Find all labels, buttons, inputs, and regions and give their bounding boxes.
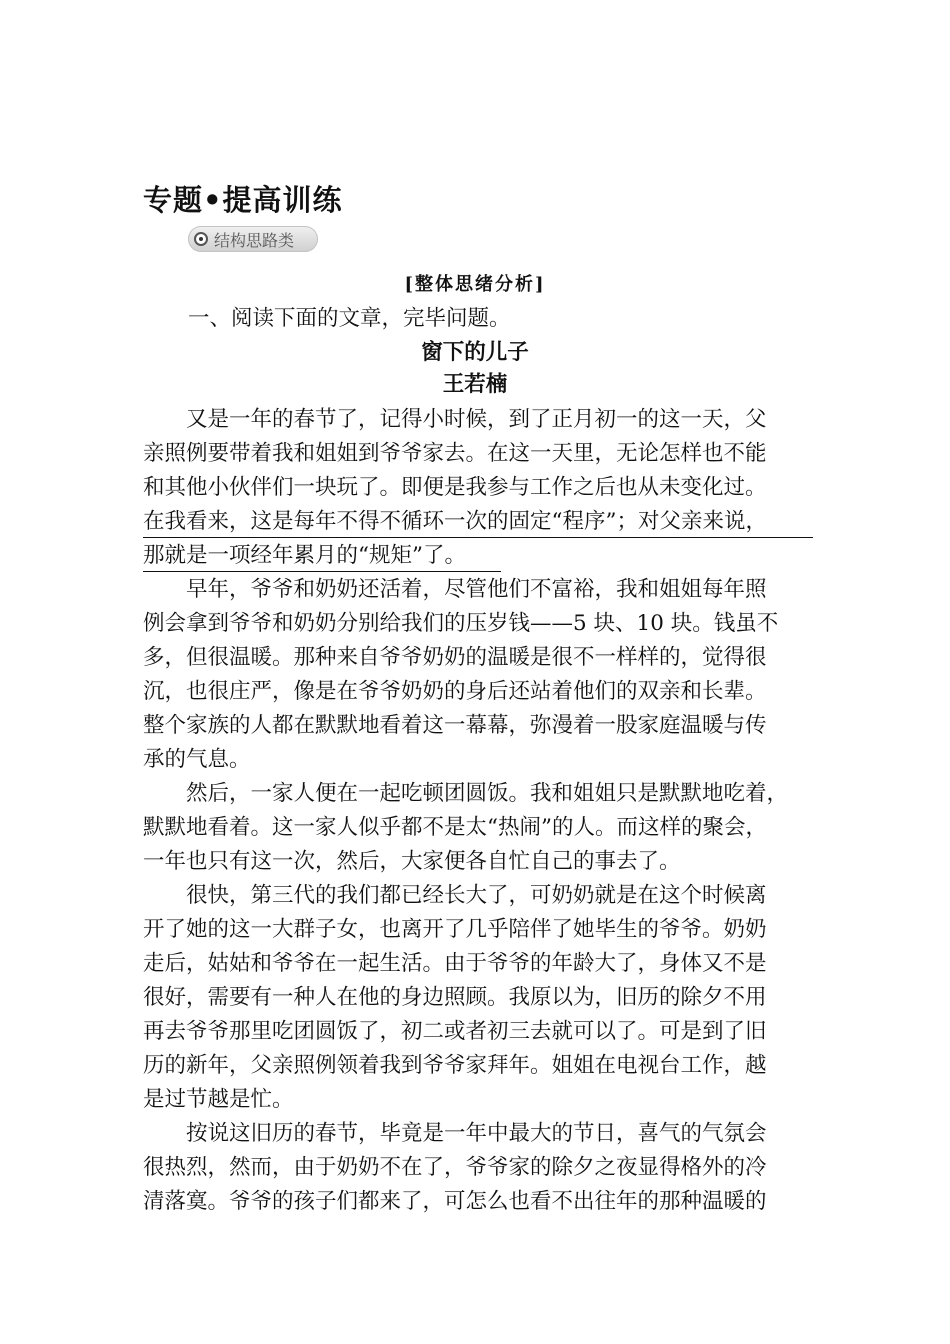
text-line: 是过节越是忙。 — [143, 1087, 294, 1112]
text-line: 默默地看着。这一家人似乎都不是太“热闹”的人。而这样的聚会， — [143, 815, 767, 840]
article-author: 王若楠 — [442, 372, 508, 397]
bullet-icon — [194, 232, 208, 246]
text-line: 历的新年，父亲照例领着我到爷爷家拜年。姐姐在电视台工作，越 — [143, 1053, 767, 1078]
text-line: 再去爷爷那里吃团圆饭了，初二或者初三去就可以了。可是到了旧 — [143, 1019, 767, 1044]
page-title: 专题•提高训练 — [143, 183, 343, 217]
text-line: 整个家族的人都在默默地看着这一幕幕，弥漫着一股家庭温暖与传 — [143, 713, 767, 738]
question-instruction: 一、阅读下面的文章，完毕问题。 — [188, 306, 511, 331]
text-line: 早年，爷爷和奶奶还活着，尽管他们不富裕，我和姐姐每年照 — [143, 577, 767, 602]
text-line: 沉，也很庄严，像是在爷爷奶奶的身后还站着他们的双亲和长辈。 — [143, 679, 767, 704]
underlined-text-line — [143, 539, 813, 573]
text-line: 承的气息。 — [143, 747, 251, 772]
text-line: 很好，需要有一种人在他的身边照顾。我原以为，旧历的除夕不用 — [143, 985, 767, 1010]
text-line: 亲照例要带着我和姐姐到爷爷家去。在这一天里，无论怎样也不能 — [143, 441, 767, 466]
text-line: 按说这旧历的春节，毕竟是一年中最大的节日，喜气的气氛会 — [143, 1121, 767, 1146]
text-line: 然后，一家人便在一起吃顿团圆饭。我和姐姐只是默默地吃着， — [143, 781, 789, 806]
category-badge-label: 结构思路类 — [214, 230, 295, 250]
text-line: 一年也只有这一次，然后，大家便各自忙自己的事去了。 — [143, 849, 681, 874]
section-label: [整体思绪分析] — [404, 274, 546, 295]
underlined-sentence: 那就是一项经年累月的“规矩”了。 — [143, 541, 501, 572]
article-body — [143, 403, 813, 1219]
underlined-sentence: 在我看来，这是每年不得不循环一次的固定“程序”；对父亲来说， — [143, 507, 813, 538]
underlined-text-line — [143, 505, 813, 539]
text-line: 多，但很温暖。那种来自爷爷奶奶的温暖是很不一样样的，觉得很 — [143, 645, 767, 670]
text-line: 和其他小伙伴们一块玩了。即便是我参与工作之后也从未变化过。 — [143, 475, 767, 500]
text-line: 例会拿到爷爷和奶奶分别给我们的压岁钱——5 块、10 块。钱虽不 — [143, 611, 779, 636]
text-line: 清落寞。爷爷的孩子们都来了，可怎么也看不出往年的那种温暖的 — [143, 1189, 767, 1214]
article-title: 窗下的儿子 — [421, 340, 529, 365]
text-line: 很快，第三代的我们都已经长大了，可奶奶就是在这个时候离 — [143, 883, 767, 908]
category-badge — [188, 226, 318, 252]
text-line: 开了她的这一大群子女，也离开了几乎陪伴了她毕生的爷爷。奶奶 — [143, 917, 767, 942]
text-line: 走后，姑姑和爷爷在一起生活。由于爷爷的年龄大了，身体又不是 — [143, 951, 767, 976]
text-line: 又是一年的春节了，记得小时候，到了正月初一的这一天，父 — [143, 407, 767, 432]
text-line: 很热烈，然而，由于奶奶不在了，爷爷家的除夕之夜显得格外的冷 — [143, 1155, 767, 1180]
